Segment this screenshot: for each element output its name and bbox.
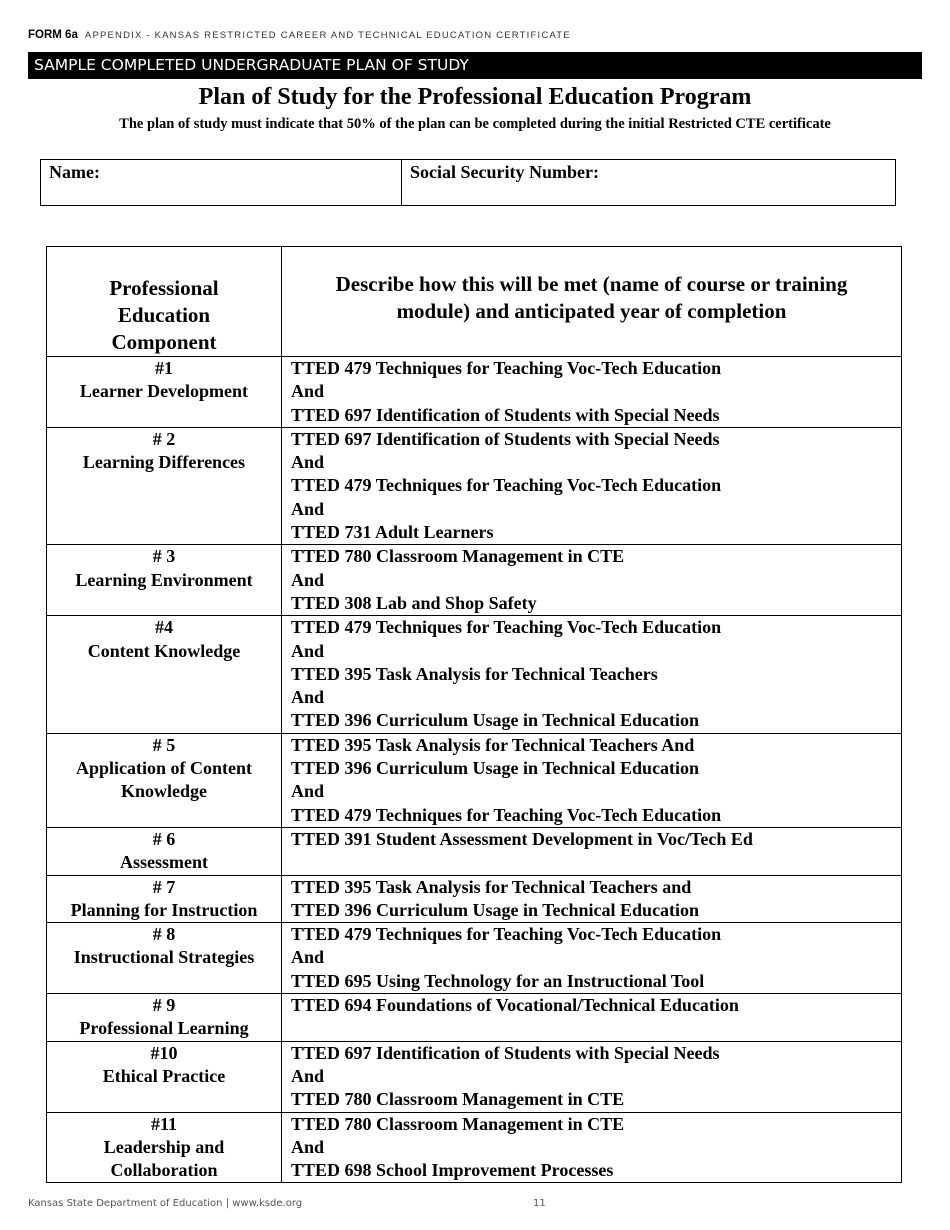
description-cell bbox=[282, 923, 902, 994]
component-name: Learning Differences bbox=[82, 452, 246, 473]
form-appendix: APPENDIX - KANSAS RESTRICTED CAREER AND TECHNICAL EDUCATION CERTIFICATE bbox=[84, 30, 571, 41]
table-row bbox=[47, 875, 902, 923]
course-line: TTED 396 Curriculum Usage in Technical Education bbox=[291, 758, 700, 779]
course-line: And bbox=[291, 569, 325, 590]
table-row bbox=[47, 994, 902, 1042]
component-name: Instructional Strategies bbox=[73, 947, 255, 968]
course-line: TTED 780 Classroom Management in CTE bbox=[291, 546, 625, 567]
component-cell bbox=[47, 1112, 282, 1183]
description-header-line: module) and anticipated year of completion bbox=[396, 299, 787, 323]
course-line: And bbox=[291, 947, 325, 968]
description-cell bbox=[282, 733, 902, 827]
course-line: TTED 479 Techniques for Teaching Voc-Tech Education bbox=[291, 617, 722, 638]
table-row bbox=[47, 357, 902, 428]
course-line: And bbox=[291, 640, 325, 661]
component-number: #4 bbox=[155, 617, 173, 638]
course-line: And bbox=[291, 381, 325, 402]
course-line: TTED 396 Curriculum Usage in Technical Education bbox=[291, 710, 700, 731]
course-line: TTED 695 Using Technology for an Instructional Tool bbox=[291, 970, 705, 991]
course-line: TTED 395 Task Analysis for Technical Teachers and bbox=[291, 876, 692, 897]
description-cell bbox=[282, 427, 902, 544]
description-cell bbox=[282, 357, 902, 428]
course-line: TTED 731 Adult Learners bbox=[291, 522, 494, 543]
page-title: Plan of Study for the Professional Education Program bbox=[198, 84, 752, 110]
description-cell bbox=[282, 1112, 902, 1183]
component-cell bbox=[47, 875, 282, 923]
course-line: TTED 396 Curriculum Usage in Technical Education bbox=[291, 899, 700, 920]
table-row bbox=[47, 923, 902, 994]
component-name: Leadership and bbox=[103, 1136, 225, 1157]
course-line: TTED 395 Task Analysis for Technical Teachers bbox=[291, 663, 658, 684]
component-cell bbox=[47, 616, 282, 733]
table-row bbox=[47, 733, 902, 827]
form-number: FORM 6a bbox=[28, 29, 78, 41]
component-name: Assessment bbox=[120, 852, 208, 873]
course-line: TTED 780 Classroom Management in CTE bbox=[291, 1113, 625, 1134]
table-row bbox=[47, 545, 902, 616]
course-line: TTED 479 Techniques for Teaching Voc-Tech Education bbox=[291, 924, 722, 945]
description-header-line: Describe how this will be met (name of course or training bbox=[335, 272, 848, 296]
component-header-line: Component bbox=[111, 330, 217, 354]
component-name: Professional Learning bbox=[79, 1018, 249, 1039]
description-cell bbox=[282, 827, 902, 875]
component-number: # 3 bbox=[152, 546, 176, 567]
component-cell bbox=[47, 994, 282, 1042]
component-number: # 2 bbox=[152, 428, 176, 449]
course-line: And bbox=[291, 498, 325, 519]
component-number: #10 bbox=[150, 1042, 178, 1063]
plan-table bbox=[46, 246, 902, 1183]
component-header-line: Education bbox=[117, 303, 211, 327]
component-name: Ethical Practice bbox=[102, 1065, 226, 1086]
component-name: Planning for Instruction bbox=[70, 899, 258, 920]
course-line: And bbox=[291, 781, 325, 802]
course-line: And bbox=[291, 452, 325, 473]
component-cell bbox=[47, 923, 282, 994]
component-cell bbox=[47, 427, 282, 544]
course-line: TTED 697 Identification of Students with Special Needs bbox=[291, 428, 720, 449]
component-cell bbox=[47, 733, 282, 827]
component-number: # 6 bbox=[152, 828, 176, 849]
course-line: TTED 479 Techniques for Teaching Voc-Tech Education bbox=[291, 804, 722, 825]
course-line: TTED 391 Student Assessment Development in Voc/Tech Ed bbox=[291, 828, 753, 849]
course-line: TTED 479 Techniques for Teaching Voc-Tech Education bbox=[291, 358, 722, 378]
course-line: TTED 479 Techniques for Teaching Voc-Tech Education bbox=[291, 475, 722, 496]
component-cell bbox=[47, 357, 282, 428]
table-header-row bbox=[47, 247, 902, 357]
ssn-field[interactable] bbox=[402, 160, 896, 206]
footer-organization: Kansas State Department of Education | www.ksde.org bbox=[28, 1198, 303, 1209]
table-row bbox=[47, 827, 902, 875]
table-row bbox=[47, 1041, 902, 1112]
component-number: # 8 bbox=[152, 924, 176, 945]
course-line: And bbox=[291, 687, 325, 708]
component-number: #11 bbox=[150, 1113, 177, 1134]
component-name: Application of Content bbox=[75, 758, 252, 779]
component-cell bbox=[47, 827, 282, 875]
component-header bbox=[47, 247, 282, 357]
component-name: Content Knowledge bbox=[87, 640, 241, 661]
component-name: Learning Environment bbox=[75, 569, 253, 590]
course-line: TTED 697 Identification of Students with Special Needs bbox=[291, 404, 720, 425]
table-row bbox=[47, 616, 902, 733]
name-field[interactable] bbox=[41, 160, 402, 206]
page-number: 11 bbox=[533, 1198, 546, 1209]
component-cell bbox=[47, 545, 282, 616]
identity-table bbox=[40, 159, 896, 206]
course-line: And bbox=[291, 1065, 325, 1086]
course-line: TTED 780 Classroom Management in CTE bbox=[291, 1089, 625, 1110]
description-cell bbox=[282, 545, 902, 616]
component-number: # 7 bbox=[152, 876, 176, 897]
name-label: Name: bbox=[49, 162, 100, 182]
course-line: TTED 697 Identification of Students with Special Needs bbox=[291, 1042, 720, 1063]
course-line: TTED 308 Lab and Shop Safety bbox=[291, 592, 537, 613]
component-number: # 5 bbox=[152, 734, 176, 755]
form-header bbox=[28, 29, 571, 41]
course-line: TTED 694 Foundations of Vocational/Technical Education bbox=[291, 995, 739, 1016]
description-cell bbox=[282, 1041, 902, 1112]
course-line: TTED 698 School Improvement Processes bbox=[291, 1160, 614, 1181]
sample-banner: SAMPLE COMPLETED UNDERGRADUATE PLAN OF STUDY bbox=[28, 52, 922, 79]
component-name: Collaboration bbox=[110, 1160, 218, 1181]
table-row bbox=[47, 427, 902, 544]
component-name: Learner Development bbox=[79, 381, 249, 402]
description-cell bbox=[282, 875, 902, 923]
page-subtitle: The plan of study must indicate that 50% of the plan can be completed during the initial Restricted CTE certificate bbox=[119, 116, 831, 132]
table-row bbox=[47, 1112, 902, 1183]
component-number: # 9 bbox=[152, 995, 176, 1016]
component-header-line: Professional bbox=[109, 276, 219, 300]
description-cell bbox=[282, 994, 902, 1042]
description-cell bbox=[282, 616, 902, 733]
course-line: TTED 395 Task Analysis for Technical Teachers And bbox=[291, 734, 695, 755]
component-name: Knowledge bbox=[120, 781, 207, 802]
component-cell bbox=[47, 1041, 282, 1112]
description-header bbox=[282, 247, 902, 357]
component-number: #1 bbox=[155, 358, 173, 378]
course-line: And bbox=[291, 1136, 325, 1157]
ssn-label: Social Security Number: bbox=[410, 162, 599, 182]
